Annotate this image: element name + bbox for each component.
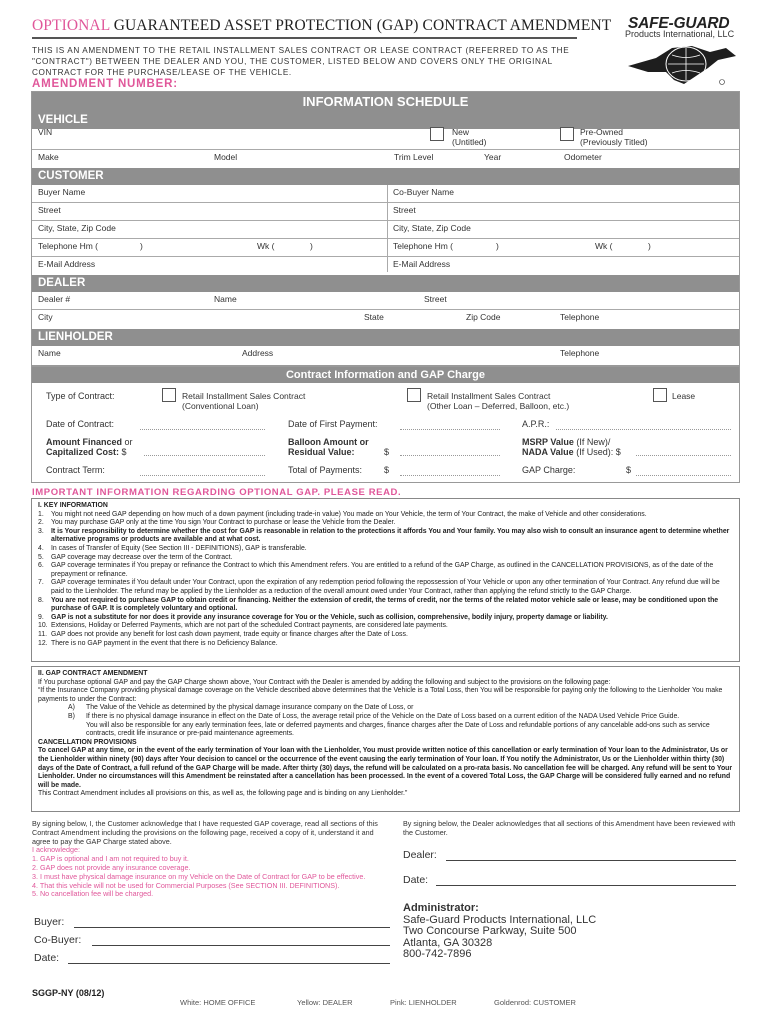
dealer-acknowledgement-text: By signing below, the Dealer acknowledges that all sections of this Amendment have been reviewed with the Customer. bbox=[403, 819, 736, 837]
odometer-label: Odometer bbox=[564, 152, 602, 162]
paren-close: ) bbox=[496, 241, 499, 251]
list-item: 1. GAP is optional and I am not required to buy it. bbox=[32, 854, 189, 864]
information-schedule bbox=[31, 91, 740, 366]
list-item: 11. GAP does not provide any benefit for lost cash down payment, trade equity or finance charges after the Date of Loss. bbox=[38, 630, 408, 638]
cobuyer-signature-line[interactable] bbox=[92, 945, 390, 946]
cancellation-heading: CANCELLATION PROVISIONS bbox=[38, 738, 137, 746]
dealer-date-label: Date: bbox=[403, 874, 429, 886]
amount-financed-field[interactable] bbox=[144, 455, 265, 456]
list-item: A) The Value of the Vehicle as determined by the physical damage insurance company on the Date of Loss, or bbox=[68, 704, 414, 712]
customer-heading: CUSTOMER bbox=[32, 168, 739, 185]
dollar-sign: $ bbox=[384, 447, 390, 457]
divider bbox=[32, 256, 739, 257]
new-untitled-label: New (Untitled) bbox=[452, 127, 487, 147]
list-item: B) If there is no physical damage insurance in effect on the Date of Loss, the average retail price of the Vehicle on the Date of Loss based on a current edition of the NADA Used Vehicle Price Guide. bbox=[68, 712, 680, 720]
buyer-acknowledgement bbox=[32, 820, 392, 899]
retail-conventional-checkbox[interactable] bbox=[162, 388, 176, 402]
lienholder-address-label: Address bbox=[242, 348, 274, 358]
dollar-sign: $ bbox=[626, 465, 632, 475]
dealer-heading: DEALER bbox=[32, 275, 739, 292]
contract-term-field[interactable] bbox=[140, 475, 265, 476]
dealer-telephone-label: Telephone bbox=[560, 312, 600, 322]
list-item: 2. You may purchase GAP only at the time You sign Your Contract to purchase or lease the Vehicle from the Dealer. bbox=[38, 519, 396, 527]
make-label: Make bbox=[38, 152, 59, 162]
model-label: Model bbox=[214, 152, 238, 162]
list-item: 10. Extensions, Holiday or Deferred Payments, which are not part of the scheduled Contract payments, are considered late payments. bbox=[38, 622, 448, 630]
dealer-city-label: City bbox=[38, 312, 53, 322]
copy-white: White: HOME OFFICE bbox=[180, 998, 256, 1007]
gap-charge-label: GAP Charge: bbox=[522, 465, 576, 475]
msrp-nada-field[interactable] bbox=[636, 455, 731, 456]
dollar-sign: $ bbox=[384, 465, 390, 475]
gap-amendment-p3: You will also be responsible for any early termination fees, late or deferred payments and charges, finance charges after the Date of Loss and refundable portions of any cancelable add-ons such as service contracts, credit life insurance or pre-paid maintenance agreements. bbox=[86, 721, 710, 738]
vehicle-heading: VEHICLE bbox=[32, 112, 739, 129]
msrp-nada-label: MSRP Value (If New)/ NADA Value (If Used): $ bbox=[522, 437, 621, 457]
buyer-signature-line[interactable] bbox=[74, 927, 390, 928]
copy-pink: Pink: LIENHOLDER bbox=[390, 998, 457, 1007]
dealer-number-label: Dealer # bbox=[38, 294, 71, 304]
list-item: 8. You are not required to purchase GAP to obtain credit or financing. Neither the extension of credit, the terms of credit, nor the terms of the related motor vehicle sale or lease, may be conditioned upon the purchase of GAP. It is completely voluntary and optional. bbox=[38, 596, 719, 613]
key-information-section bbox=[31, 498, 740, 662]
list-item: 4. In cases of Transfer of Equity (See Section III - DEFINITIONS), GAP is transferable. bbox=[38, 544, 307, 552]
administrator-heading: Administrator: bbox=[403, 902, 479, 914]
retail-other-label: Retail Installment Sales Contract (Other Loan – Deferred, Balloon, etc.) bbox=[427, 391, 570, 411]
gap-charge-field[interactable] bbox=[636, 475, 731, 476]
amount-financed-label: Amount Financed or Capitalized Cost: $ bbox=[46, 437, 133, 457]
logo-name: SAFE-GUARD bbox=[628, 15, 730, 32]
gap-amendment-p1: If You purchase optional GAP and pay the GAP Charge shown above, Your Contract with the Dealer is amended by adding the following and subject to the provisions on the following page: bbox=[38, 678, 611, 686]
information-schedule-title: INFORMATION SCHEDULE bbox=[32, 92, 739, 112]
buyer-acknowledgement-text: By signing below, I, the Customer acknowledge that I have requested GAP coverage, read all sections of this Contract Amendment including the provisions on the following page, received a copy of it, understand it and agree to pay the GAP Charge stated above. bbox=[32, 819, 378, 846]
title-divider bbox=[32, 37, 577, 39]
list-item: 1. You might not need GAP depending on how much of a down payment (including trade-in value) You made on Your Vehicle, the term of Your Contract, the make of Vehicle and other considerations. bbox=[38, 510, 647, 518]
lienholder-name-label: Name bbox=[38, 348, 61, 358]
gap-amendment-p2: “If the Insurance Company providing physical damage coverage on the Vehicle described above determines that the Vehicle is a Total Loss, then You will be responsible for paying only the following to the Lienholder You make payments to under the Contract: bbox=[38, 687, 723, 703]
paren-close: ) bbox=[140, 241, 143, 251]
key-information-heading: I. KEY INFORMATION bbox=[38, 502, 108, 509]
new-vehicle-checkbox[interactable] bbox=[430, 127, 444, 141]
cobuyer-city-label: City, State, Zip Code bbox=[393, 223, 471, 233]
dealer-date-line[interactable] bbox=[436, 885, 736, 886]
acknowledge-list bbox=[32, 855, 392, 899]
administrator-line: Safe-Guard Products International, LLC bbox=[403, 913, 597, 926]
dealer-signature-line[interactable] bbox=[446, 860, 736, 861]
cobuyer-signature-label: Co-Buyer: bbox=[34, 934, 82, 946]
lienholder-telephone-label: Telephone bbox=[560, 348, 600, 358]
cobuyer-work-phone-label: Wk ( bbox=[595, 241, 613, 251]
buyer-city-label: City, State, Zip Code bbox=[38, 223, 116, 233]
cobuyer-street-label: Street bbox=[393, 205, 416, 215]
retail-other-checkbox[interactable] bbox=[407, 388, 421, 402]
contract-information bbox=[31, 366, 740, 483]
list-item: 2. GAP does not provide any insurance coverage. bbox=[32, 862, 191, 872]
buyer-work-phone-label: Wk ( bbox=[257, 241, 275, 251]
list-item: 6. GAP coverage terminates if You prepay or refinance the Contract to which this Amendment refers. You are entitled to a refund of the GAP Charge, as outlined in the CANCELLATION PROVISIONS, as of the date of the prepayment or refinance. bbox=[38, 562, 714, 578]
trim-level-label: Trim Level bbox=[394, 152, 434, 162]
date-of-contract-field[interactable] bbox=[140, 429, 265, 430]
gap-amendment-heading: II. GAP CONTRACT AMENDMENT bbox=[38, 670, 148, 677]
intro-paragraph: THIS IS AN AMENDMENT TO THE RETAIL INSTALLMENT SALES CONTRACT OR LEASE CONTRACT (REFERRED TO AS THE "CONTRACT") BETWEEN THE DEALER AND YOU, THE CUSTOMER, LISTED BELOW AND COVERS ONLY THE ORIGINAL CONTRACT FOR THE PURCHASE/LEASE OF THE VEHICLE. bbox=[32, 46, 570, 77]
dealer-zip-label: Zip Code bbox=[466, 312, 501, 322]
copy-goldenrod: Goldenrod: CUSTOMER bbox=[494, 998, 576, 1007]
list-item: 3. It is Your responsibility to determine whether the cost for GAP is reasonable in relation to the protections it affords You and Your family. You may also wish to consult an insurance agent to determine whether alternative programs or products are available and at what cost. bbox=[38, 527, 730, 544]
logo-subtitle: Products International, LLC bbox=[625, 29, 735, 39]
list-item: 12. There is no GAP payment in the event that there is no Deficiency Balance. bbox=[38, 639, 278, 647]
preowned-vehicle-checkbox[interactable] bbox=[560, 127, 574, 141]
globe-eagle-logo-icon bbox=[626, 42, 738, 88]
divider bbox=[387, 185, 388, 272]
buyer-date-label: Date: bbox=[34, 952, 60, 964]
divider bbox=[32, 238, 739, 239]
gap-amendment-p4: This Contract Amendment includes all provisions on this, as well as, the following page and is binding on any Lienholder.” bbox=[38, 790, 408, 798]
balloon-amount-label: Balloon Amount or Residual Value: bbox=[288, 437, 369, 457]
acknowledge-heading: I acknowledge: bbox=[32, 845, 80, 855]
lease-checkbox[interactable] bbox=[653, 388, 667, 402]
lease-label: Lease bbox=[672, 391, 696, 401]
vin-label: VIN bbox=[38, 127, 53, 137]
form-title: OPTIONAL GUARANTEED ASSET PROTECTION (GAP) CONTRACT AMENDMENT bbox=[32, 17, 612, 34]
contract-term-label: Contract Term: bbox=[46, 465, 105, 475]
list-item: 9. GAP is not a substitute for nor does it provide any insurance coverage for You or the Vehicle, such as collision, comprehensive, bodily injury, property damage or liability. bbox=[38, 613, 608, 621]
buyer-name-label: Buyer Name bbox=[38, 187, 86, 197]
buyer-street-label: Street bbox=[38, 205, 61, 215]
divider bbox=[32, 220, 739, 221]
important-heading: IMPORTANT INFORMATION REGARDING OPTIONAL GAP. PLEASE READ. bbox=[32, 487, 402, 498]
copy-yellow: Yellow: DEALER bbox=[297, 998, 353, 1007]
paren-close: ) bbox=[648, 241, 651, 251]
balloon-amount-field[interactable] bbox=[400, 455, 500, 456]
date-of-first-payment-label: Date of First Payment: bbox=[288, 419, 378, 429]
buyer-telephone-label: Telephone Hm ( bbox=[38, 241, 99, 251]
dealer-name-label: Name bbox=[214, 294, 237, 304]
administrator-block bbox=[403, 903, 596, 961]
list-item: 3. I must have physical damage insurance on my Vehicle on the Date of Contract for GAP to be effective. bbox=[32, 871, 366, 881]
total-of-payments-label: Total of Payments: bbox=[288, 465, 363, 475]
buyer-date-line[interactable] bbox=[68, 963, 390, 964]
buyer-signature-label: Buyer: bbox=[34, 916, 65, 928]
divider bbox=[32, 149, 739, 150]
lienholder-heading: LIENHOLDER bbox=[32, 329, 739, 346]
contract-info-heading: Contract Information and GAP Charge bbox=[32, 367, 739, 383]
list-item: 5. No cancellation fee will be charged. bbox=[32, 889, 154, 899]
amendment-number-label: AMENDMENT NUMBER: bbox=[32, 78, 178, 90]
apr-label: A.P.R.: bbox=[522, 419, 550, 429]
type-of-contract-label: Type of Contract: bbox=[46, 391, 115, 401]
list-item: 7. GAP coverage terminates if You default under Your Contract, upon the expiration of any redemption period following the repossession of Your Vehicle or upon any other termination of Your Contract. Any refund due will be paid to the Lienholder. The refund may be applied by the Lienholder as a reduction of the overall amount owed under Your Contract, rather than applying the refund strictly to the GAP Charge. bbox=[38, 579, 720, 595]
buyer-email-label: E-Mail Address bbox=[38, 259, 96, 269]
gap-amendment-section bbox=[31, 666, 740, 812]
divider bbox=[32, 202, 739, 203]
retail-conventional-label: Retail Installment Sales Contract (Conventional Loan) bbox=[182, 391, 306, 411]
administrator-line: Atlanta, GA 30328 bbox=[403, 936, 493, 949]
dealer-state-label: State bbox=[364, 312, 384, 322]
cobuyer-email-label: E-Mail Address bbox=[393, 259, 451, 269]
dealer-street-label: Street bbox=[424, 294, 447, 304]
total-of-payments-field[interactable] bbox=[400, 475, 500, 476]
date-of-first-payment-field[interactable] bbox=[400, 429, 500, 430]
dealer-signature-label: Dealer: bbox=[403, 849, 437, 861]
paren-close: ) bbox=[310, 241, 313, 251]
form-code: SGGP-NY (08/12) bbox=[32, 988, 105, 998]
cobuyer-name-label: Co-Buyer Name bbox=[393, 187, 454, 197]
year-label: Year bbox=[484, 152, 502, 162]
date-of-contract-label: Date of Contract: bbox=[46, 419, 115, 429]
list-item: 4. That this vehicle will not be used for Commercial Purposes (See SECTION III. DEFINITIONS). bbox=[32, 880, 340, 890]
divider bbox=[32, 309, 739, 310]
apr-field[interactable] bbox=[556, 429, 731, 430]
administrator-line: 800-742-7896 bbox=[403, 948, 472, 960]
preowned-label: Pre-Owned (Previously Titled) bbox=[580, 127, 648, 147]
key-information-list bbox=[38, 511, 733, 649]
administrator-line: Two Concourse Parkway, Suite 500 bbox=[403, 925, 577, 937]
cancellation-text: To cancel GAP at any time, or in the event of the early termination of Your loan with the Lienholder, You must provide written notice of this cancellation or early termination of Your loan to the Administrator, Us or the Lienholder within ninety (90) days after Your decision to cancel or the occurrence of the event causing the early termination of Your loan. If You notify the Administrator, Us or the Lienholder within thirty (30) days of the Date of Contract, a full refund of the GAP Charge will be made. After thirty (30) days, the refund will be calculated on a pro-rata basis. No cancellation fee will be charged. Any refund will be sent to Your Lienholder. Under no circumstances will this Amendment be reinstated after a cancellation has been processed. In the event of a covered Total Loss, the GAP Charge will be considered fully earned and no refund will be made. bbox=[38, 747, 733, 789]
cobuyer-telephone-label: Telephone Hm ( bbox=[393, 241, 454, 251]
list-item: 5. GAP coverage may decrease over the term of the Contract. bbox=[38, 553, 233, 561]
